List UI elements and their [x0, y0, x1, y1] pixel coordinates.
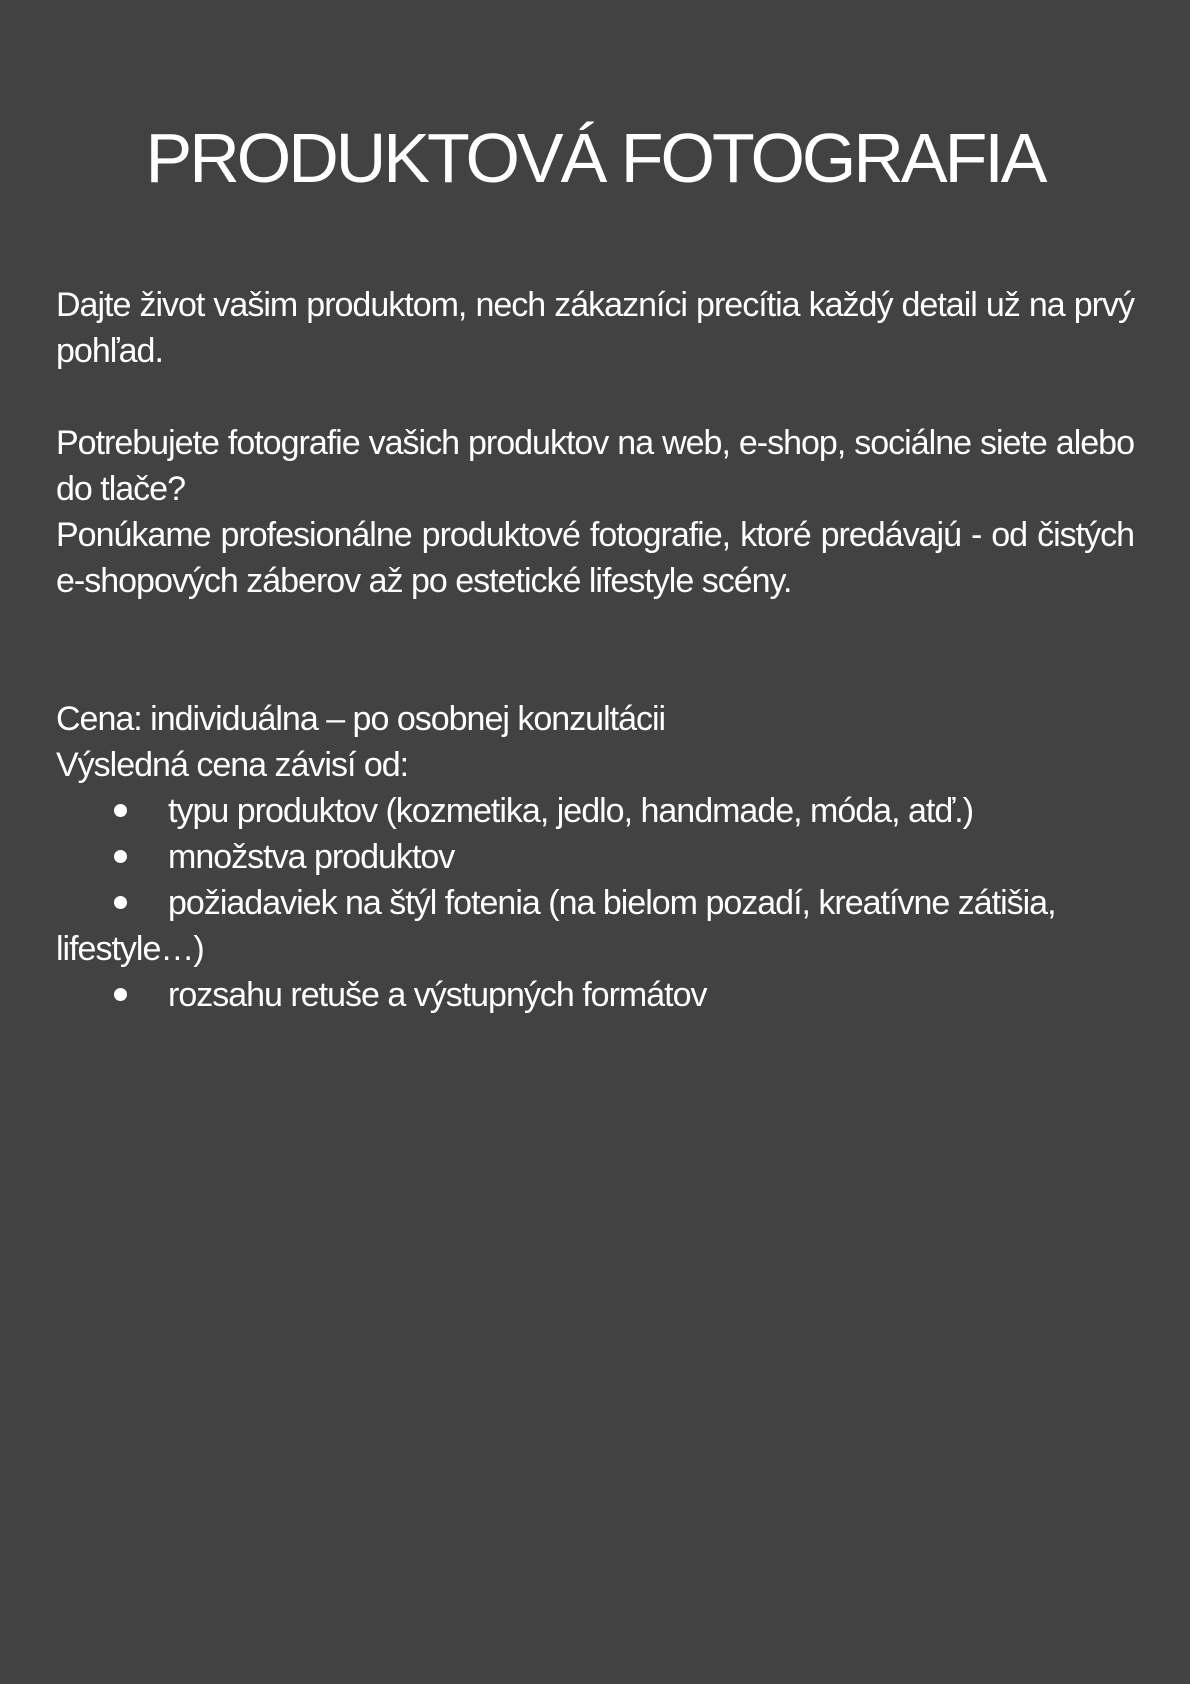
document-body — [56, 282, 1134, 1018]
list-item-text: rozsahu retuše a výstupných formátov — [168, 976, 707, 1014]
intro-paragraph: Dajte život vašim produktom, nech zákazníci precítia každý detail už na prvý pohľad. — [56, 286, 1134, 370]
list-item — [56, 834, 1134, 880]
list-item-text: požiadaviek na štýl fotenia (na bielom pozadí, kreatívne zátišia, lifestyle…) — [56, 884, 1056, 968]
question-paragraph: Potrebujete fotografie vašich produktov na web, e-shop, sociálne siete alebo do tlače? — [56, 424, 1134, 508]
bullet-icon — [114, 850, 127, 863]
spacer — [56, 374, 1134, 420]
price-depends-line: Výsledná cena závisí od: — [56, 746, 409, 784]
page-title: PRODUKTOVÁ FOTOGRAFIA — [145, 119, 1045, 197]
spacer — [56, 604, 1134, 696]
offer-paragraph: Ponúkame profesionálne produktové fotografie, ktoré predávajú - od čistých e-shopových záberov až po estetické lifestyle scény. — [56, 516, 1134, 600]
bullet-icon — [114, 988, 127, 1001]
bullet-icon — [114, 804, 127, 817]
list-item-text: množstva produktov — [168, 838, 455, 876]
list-item — [56, 788, 1134, 834]
list-item — [56, 880, 1134, 972]
price-line: Cena: individuálna – po osobnej konzultácii — [56, 700, 666, 738]
bullet-icon — [114, 896, 127, 909]
list-item-text: typu produktov (kozmetika, jedlo, handmade, móda, atď.) — [168, 792, 974, 830]
list-item — [56, 972, 1134, 1018]
price-factors-list — [56, 788, 1134, 1018]
